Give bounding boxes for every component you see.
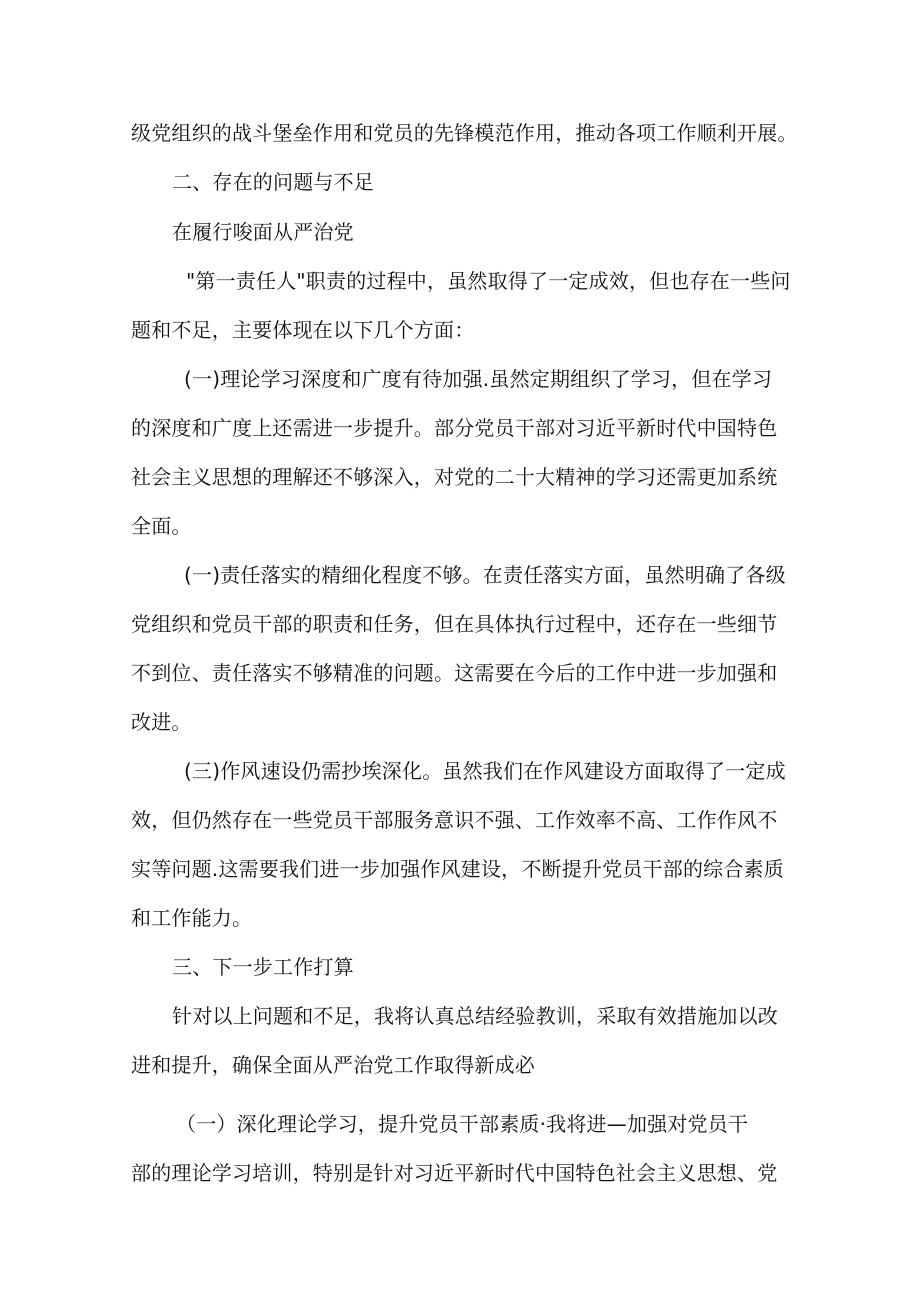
section-heading: 三、下一步工作打算 xyxy=(172,955,354,979)
subsection-line: (一)理论学习深度和广度有待加强.虽然定期组织了学习，但在学习 xyxy=(184,367,773,391)
paragraph-line: 党组织和党员干部的职责和任务，但在具体执行过程中，还存在一些细节 xyxy=(131,612,778,636)
paragraph-line: "第一责任人"职责的过程中，虽然取得了一定成效，但也存在一些问 xyxy=(186,269,791,293)
section-heading: 二、存在的问题与不足 xyxy=(172,170,374,194)
paragraph-line: 实等问题.这需要我们进一步加强作风建设，不断提升党员干部的综合素质 xyxy=(131,857,784,881)
paragraph-line: 效，但仍然存在一些党员干部服务意识不强、工作效率不高、工作作风不 xyxy=(131,808,778,832)
subsection-line: （一）深化理论学习，提升党员干部素质·我将进—加强对党员干 xyxy=(176,1112,749,1136)
subsection-line: (三)作风速设仍需抄埃深化。虽然我们在作风建设方面取得了一定成 xyxy=(184,759,786,783)
paragraph-line: 进和提升，确保全面从严治党工作取得新成必 xyxy=(131,1053,535,1077)
paragraph-line: 不到位、责任落实不够精准的问题。这需要在今后的工作中进一步加强和 xyxy=(131,661,778,685)
paragraph-line: 部的理论学习培训，特别是针对习近平新时代中国特色社会主义思想、党 xyxy=(131,1161,778,1185)
paragraph-line: 题和不足，主要体现在以下几个方面： xyxy=(131,318,475,342)
paragraph-line: 级党组织的战斗堡垒作用和党员的先锋模范作用，推动各项工作顺利开展。 xyxy=(131,121,798,145)
paragraph-line: 改进。 xyxy=(131,710,192,734)
paragraph-line: 社会主义思想的理解还不够深入，对党的二十大精神的学习还需更加系统 xyxy=(131,465,778,489)
paragraph-line: 和工作能力。 xyxy=(131,906,253,930)
paragraph-line: 针对以上问题和不足，我将认真总结经验教训，采取有效措施加以改 xyxy=(172,1004,778,1028)
paragraph-line: 全面。 xyxy=(131,514,192,538)
subsection-line: (一)责任落实的精细化程度不够。在责任落实方面，虽然明确了各级 xyxy=(184,563,786,587)
paragraph-line: 的深度和广度上还需进一步提升。部分党员干部对习近平新时代中国特色 xyxy=(131,416,778,440)
paragraph-line: 在履行唆面从严治党 xyxy=(172,220,354,244)
